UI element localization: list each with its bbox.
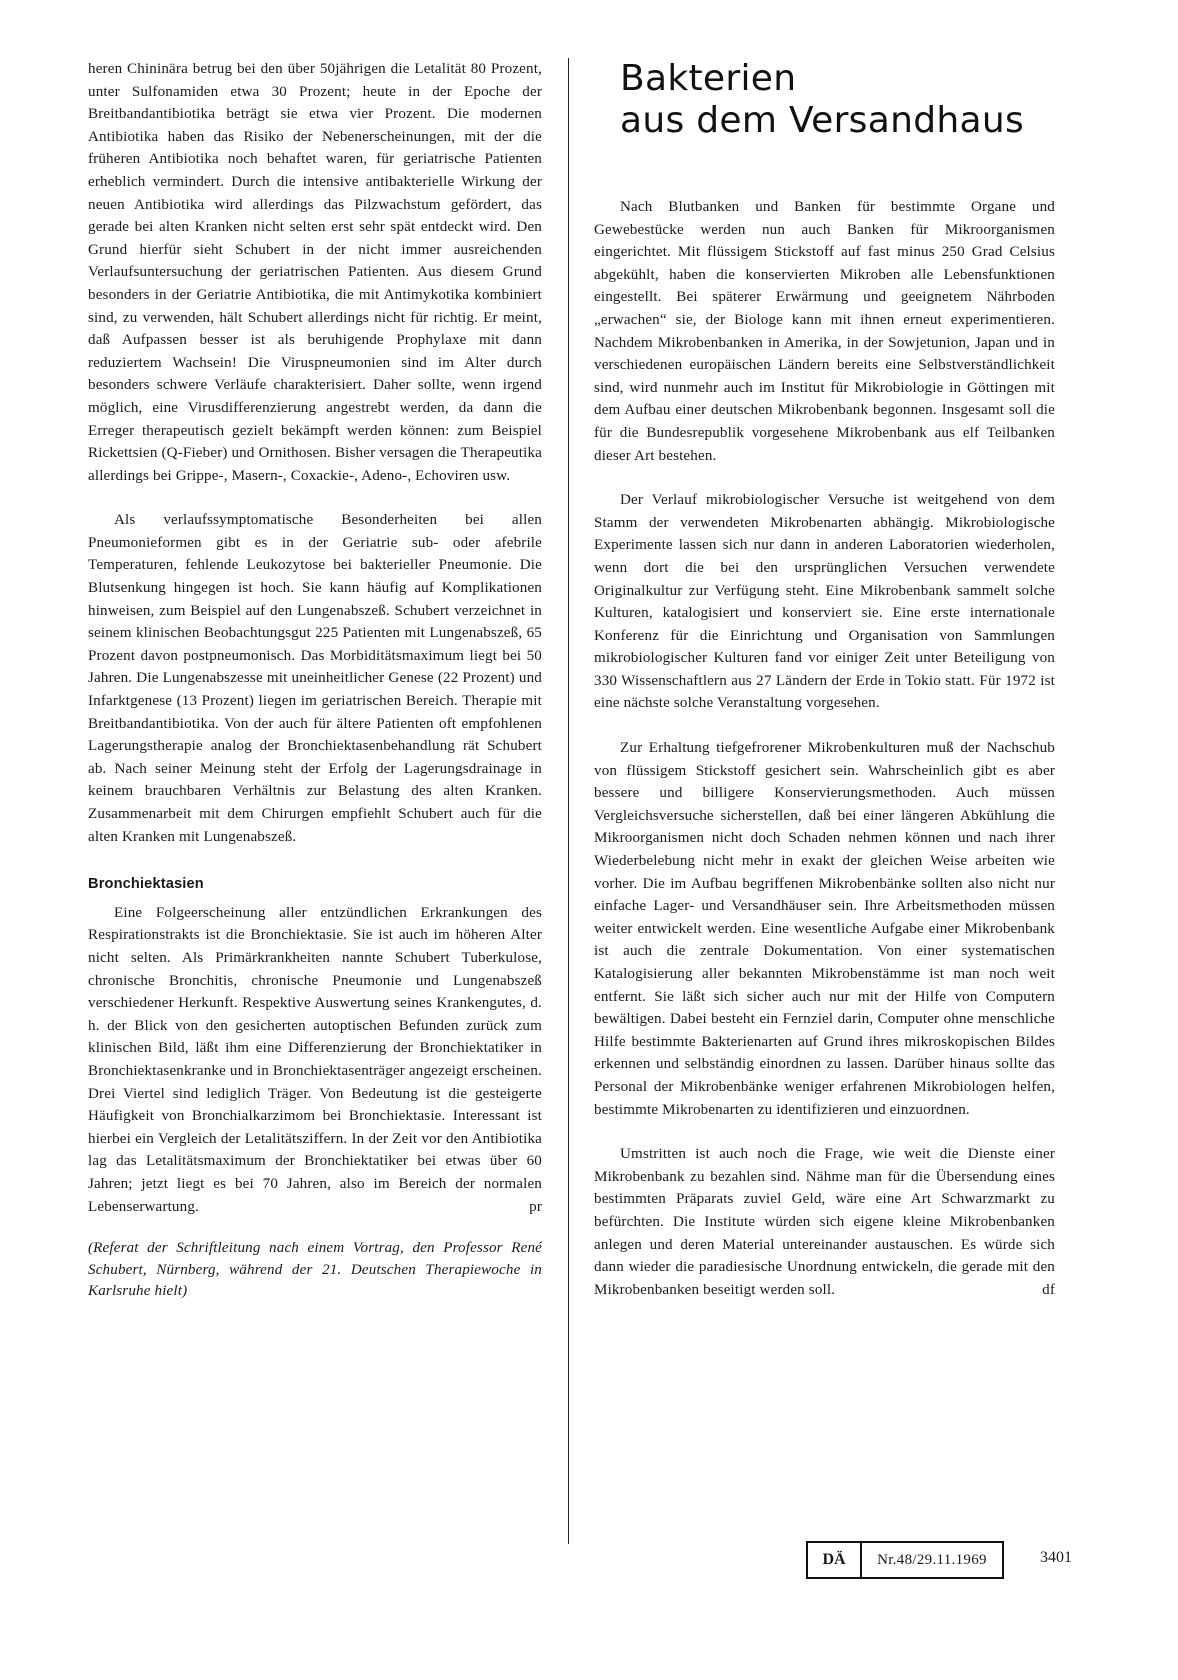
journal-logo: DÄ (808, 1543, 862, 1577)
section-heading-bronchiektasien: Bronchiektasien (88, 876, 204, 893)
right-column (594, 196, 1055, 1301)
author-signature-pr: pr (529, 1198, 542, 1215)
article-title (620, 58, 1100, 142)
author-signature-df: df (1042, 1281, 1055, 1298)
left-paragraph-1: heren Chininära betrug bei den über 50jährigen die Letalität 80 Prozent, unter Sulfonamiden etwa 30 Prozent; heute in der Epoche der Breitbandantibiotika beträgt sie etwa vier Prozent. Die modernen Antibiotika haben das Risiko der Nebenerscheinungen, mit der die früheren Antibiotika noch behaftet waren, für geriatrische Patienten erheblich vermindert. Durch die intensive antibakterielle Wirkung der neuen Antibiotika wird allerdings das Pilzwachstum gefördert, das gerade bei alten Kranken nicht selten erst sehr spät entdeckt wird. Den Grund hierfür sieht Schubert in der nicht immer ausreichenden Verlaufsuntersuchung der geriatrischen Patienten. Aus diesem Grund besonders in der Geriatrie Antibiotika, die mit Antimykotika kombiniert sind, zu verwenden, hält Schubert allerdings nicht für richtig. Er meint, daß Aufpassen besser ist als beruhigende Prophylaxe mit dann reduziertem Wachsein! Die Viruspneumonien sind im Alter durch besonders schwere Verläufe charakterisiert. Daher sollte, wenn irgend möglich, eine Virusdifferenzierung angestrebt werden, da dann die Erreger therapeutisch gezielt bekämpft werden können: zum Beispiel Rickettsien (Q-Fieber) und Ornithosen. Bisher versagen die Therapeutika allerdings bei Grippe-, Masern-, Coxackie-, Adeno-, Echoviren usw. (88, 61, 542, 484)
journal-footer-box (806, 1541, 1004, 1579)
left-paragraph-2: Als verlaufssymptomatische Besonderheiten bei allen Pneumonieformen gibt es in der Geriatrie sub- oder afebrile Temperaturen, fehlende Leukozytose bei bakterieller Pneumonie. Die Blutsenkung hingegen ist hoch. Sie kann häufig auf Komplikationen hinweisen, zum Beispiel auf den Lungenabszeß. Schubert verzeichnet in seinem klinischen Beobachtungsgut 225 Patienten mit Lungenabszeß, 65 Prozent davon postpneumonisch. Das Morbiditätsmaximum liegt bei 50 Jahren. Die Lungenabszesse mit uneinheitlicher Genese (22 Prozent) und Infarktgenese (13 Prozent) liegen im geriatrischen Bereich. Therapie mit Breitbandantibiotika. Von der auch für ältere Patienten oft empfohlenen Lagerungstherapie analog der Bronchiektasenbehandlung rät Schubert ab. Nach seiner Meinung steht der Erfolg der Lagerungsdrainage in keinem brauchbaren Verhältnis zur Belastung des alten Kranken. Zusammenarbeit mit dem Chirurgen empfiehlt Schubert auch für die alten Kranken mit Lungenabszeß. (88, 512, 542, 845)
right-paragraph-4 (594, 1143, 1055, 1301)
column-divider (568, 58, 569, 1544)
reference-note: (Referat der Schriftleitung nach einem Vortrag, den Professor René Schubert, Nürnberg, während der 21. Deutschen Therapiewoche in Karlsruhe hielt) (88, 1240, 542, 1300)
article-title-line-1: Bakterien (620, 58, 797, 99)
left-paragraph-3-text: Eine Folgeerscheinung aller entzündlichen Erkrankungen des Respirationstrakts ist die Bronchiektasie. Sie ist auch im höheren Alter nicht selten. Als Primärkrankheiten nannte Schubert Tuberkulose, chronische Bronchitis, chronische Pneumonie und Lungenabszeß verschiedener Herkunft. Respektive Auswertung seines Krankengutes, d. h. der Blick von den gesicherten autoptischen Befunden zurück zum klinischen Bild, läßt ihm eine Differenzierung der Bronchiektatiker in Bronchiektasenkranke und in Bronchiektasenträger angezeigt erscheinen. Drei Viertel sind lediglich Träger. Von Bedeutung ist die gesteigerte Häufigkeit von Bronchialkarzimom bei Bronchiektasie. Interessant ist hierbei ein Vergleich der Letalitätsziffern. In der Zeit vor den Antibiotika lag das Letalitätsmaximum der Bronchiektatiker bei etwas über 60 Jahren; jetzt liegt es bei 70 Jahren, also im Bereich der normalen Lebenserwartung. (88, 904, 542, 1215)
left-column (88, 58, 542, 1303)
right-paragraph-4-text: Umstritten ist auch noch die Frage, wie weit die Dienste einer Mikrobenbank zu bezahlen sind. Nähme man für die Übersendung eines bestimmten Präparats zuviel Geld, wäre eine Art Schwarzmarkt zu befürchten. Die Institute würden sich eigene kleine Mikrobenbanken anlegen und deren Material untereinander austauschen. Es würde sich dann wieder die paradiesische Unordnung entwickeln, die gerade mit den Mikrobenbanken beseitigt werden soll. (594, 1146, 1055, 1298)
right-paragraph-1: Nach Blutbanken und Banken für bestimmte Organe und Gewebestücke werden nun auch Banken für Mikroorganismen eingerichtet. Mit flüssigem Stickstoff auf fast minus 250 Grad Celsius abgekühlt, haben die konservierten Mikroben alle Lebensfunktionen eingestellt. Bei späterer Erwärmung und geeignetem Nährboden „erwachen“ sie, der Biologe kann mit ihnen erneut experimentieren. Nachdem Mikrobenbanken in Amerika, in der Sowjetunion, Japan und in verschiedenen europäischen Ländern bereits eine Selbstverständlichkeit sind, wird nunmehr auch im Institut für Mikrobiologie in Göttingen mit dem Aufbau einer deutschen Mikrobenbank begonnen. Insgesamt soll die für die Bundesrepublik vorgesehene Mikrobenbank aus elf Teilbanken dieser Art bestehen. (594, 199, 1055, 464)
issue-date: Nr.48/29.11.1969 (877, 1551, 987, 1568)
page-number: 3401 (1040, 1549, 1072, 1566)
right-paragraph-3: Zur Erhaltung tiefgefrorener Mikrobenkulturen muß der Nachschub von flüssigem Stickstoff gesichert sein. Wahrscheinlich gibt es aber bessere und billigere Konservierungsmethoden. Auch müssen Vergleichsversuche sicherstellen, daß bei einer längeren Abkühlung die Mikroorganismen nicht doch Schaden nehmen können und nach ihrer Wiederbelebung nicht mehr in exakt der gleichen Weise arbeiten wie vorher. Die im Aufbau begriffenen Mikrobenbänke sollten also nicht nur einfache Lager- und Versandhäuser sein. Ihre Arbeitsmethoden müssen weiter entwickelt werden. Eine wesentliche Aufgabe einer Mikrobenbank ist auch die zentrale Dokumentation. Von einer systematischen Katalogisierung aller bekannten Mikrobenstämme ist man noch weit entfernt. Sie läßt sich sicher auch nur mit der Hilfe von Computern bewältigen. Dabei besteht ein Fernziel darin, Computer ohne menschliche Hilfe bestimmte Bakterienarten auf Grund ihres mikroskopischen Bildes erkennen und selbständig einordnen zu lassen. Darüber hinaus sollte das Personal der Mikrobenbänke weniger erfahrenen Mikrobiologen helfen, bestimmte Mikrobenarten zu identifizieren und einzuordnen. (594, 740, 1055, 1118)
right-paragraph-2: Der Verlauf mikrobiologischer Versuche ist weitgehend von dem Stamm der verwendeten Mikrobenarten abhängig. Mikrobiologische Experimente lassen sich nur dann in anderen Laboratorien wiederholen, wenn dort die bei den ursprünglichen Versuchen verwendete Originalkultur zur Verfügung steht. Eine Mikrobenbank sammelt solche Kulturen, katalogisiert und konserviert sie. Eine erste internationale Konferenz für die Einrichtung und Organisation von Sammlungen mikrobiologischer Kulturen fand vor einiger Zeit unter Beteiligung von 330 Wissenschaftlern aus 27 Ländern der Erde in Tokio statt. Für 1972 ist eine nächste solche Veranstaltung vorgesehen. (594, 492, 1055, 712)
article-title-line-2: aus dem Versandhaus (620, 100, 1025, 141)
left-paragraph-3 (88, 902, 542, 1218)
